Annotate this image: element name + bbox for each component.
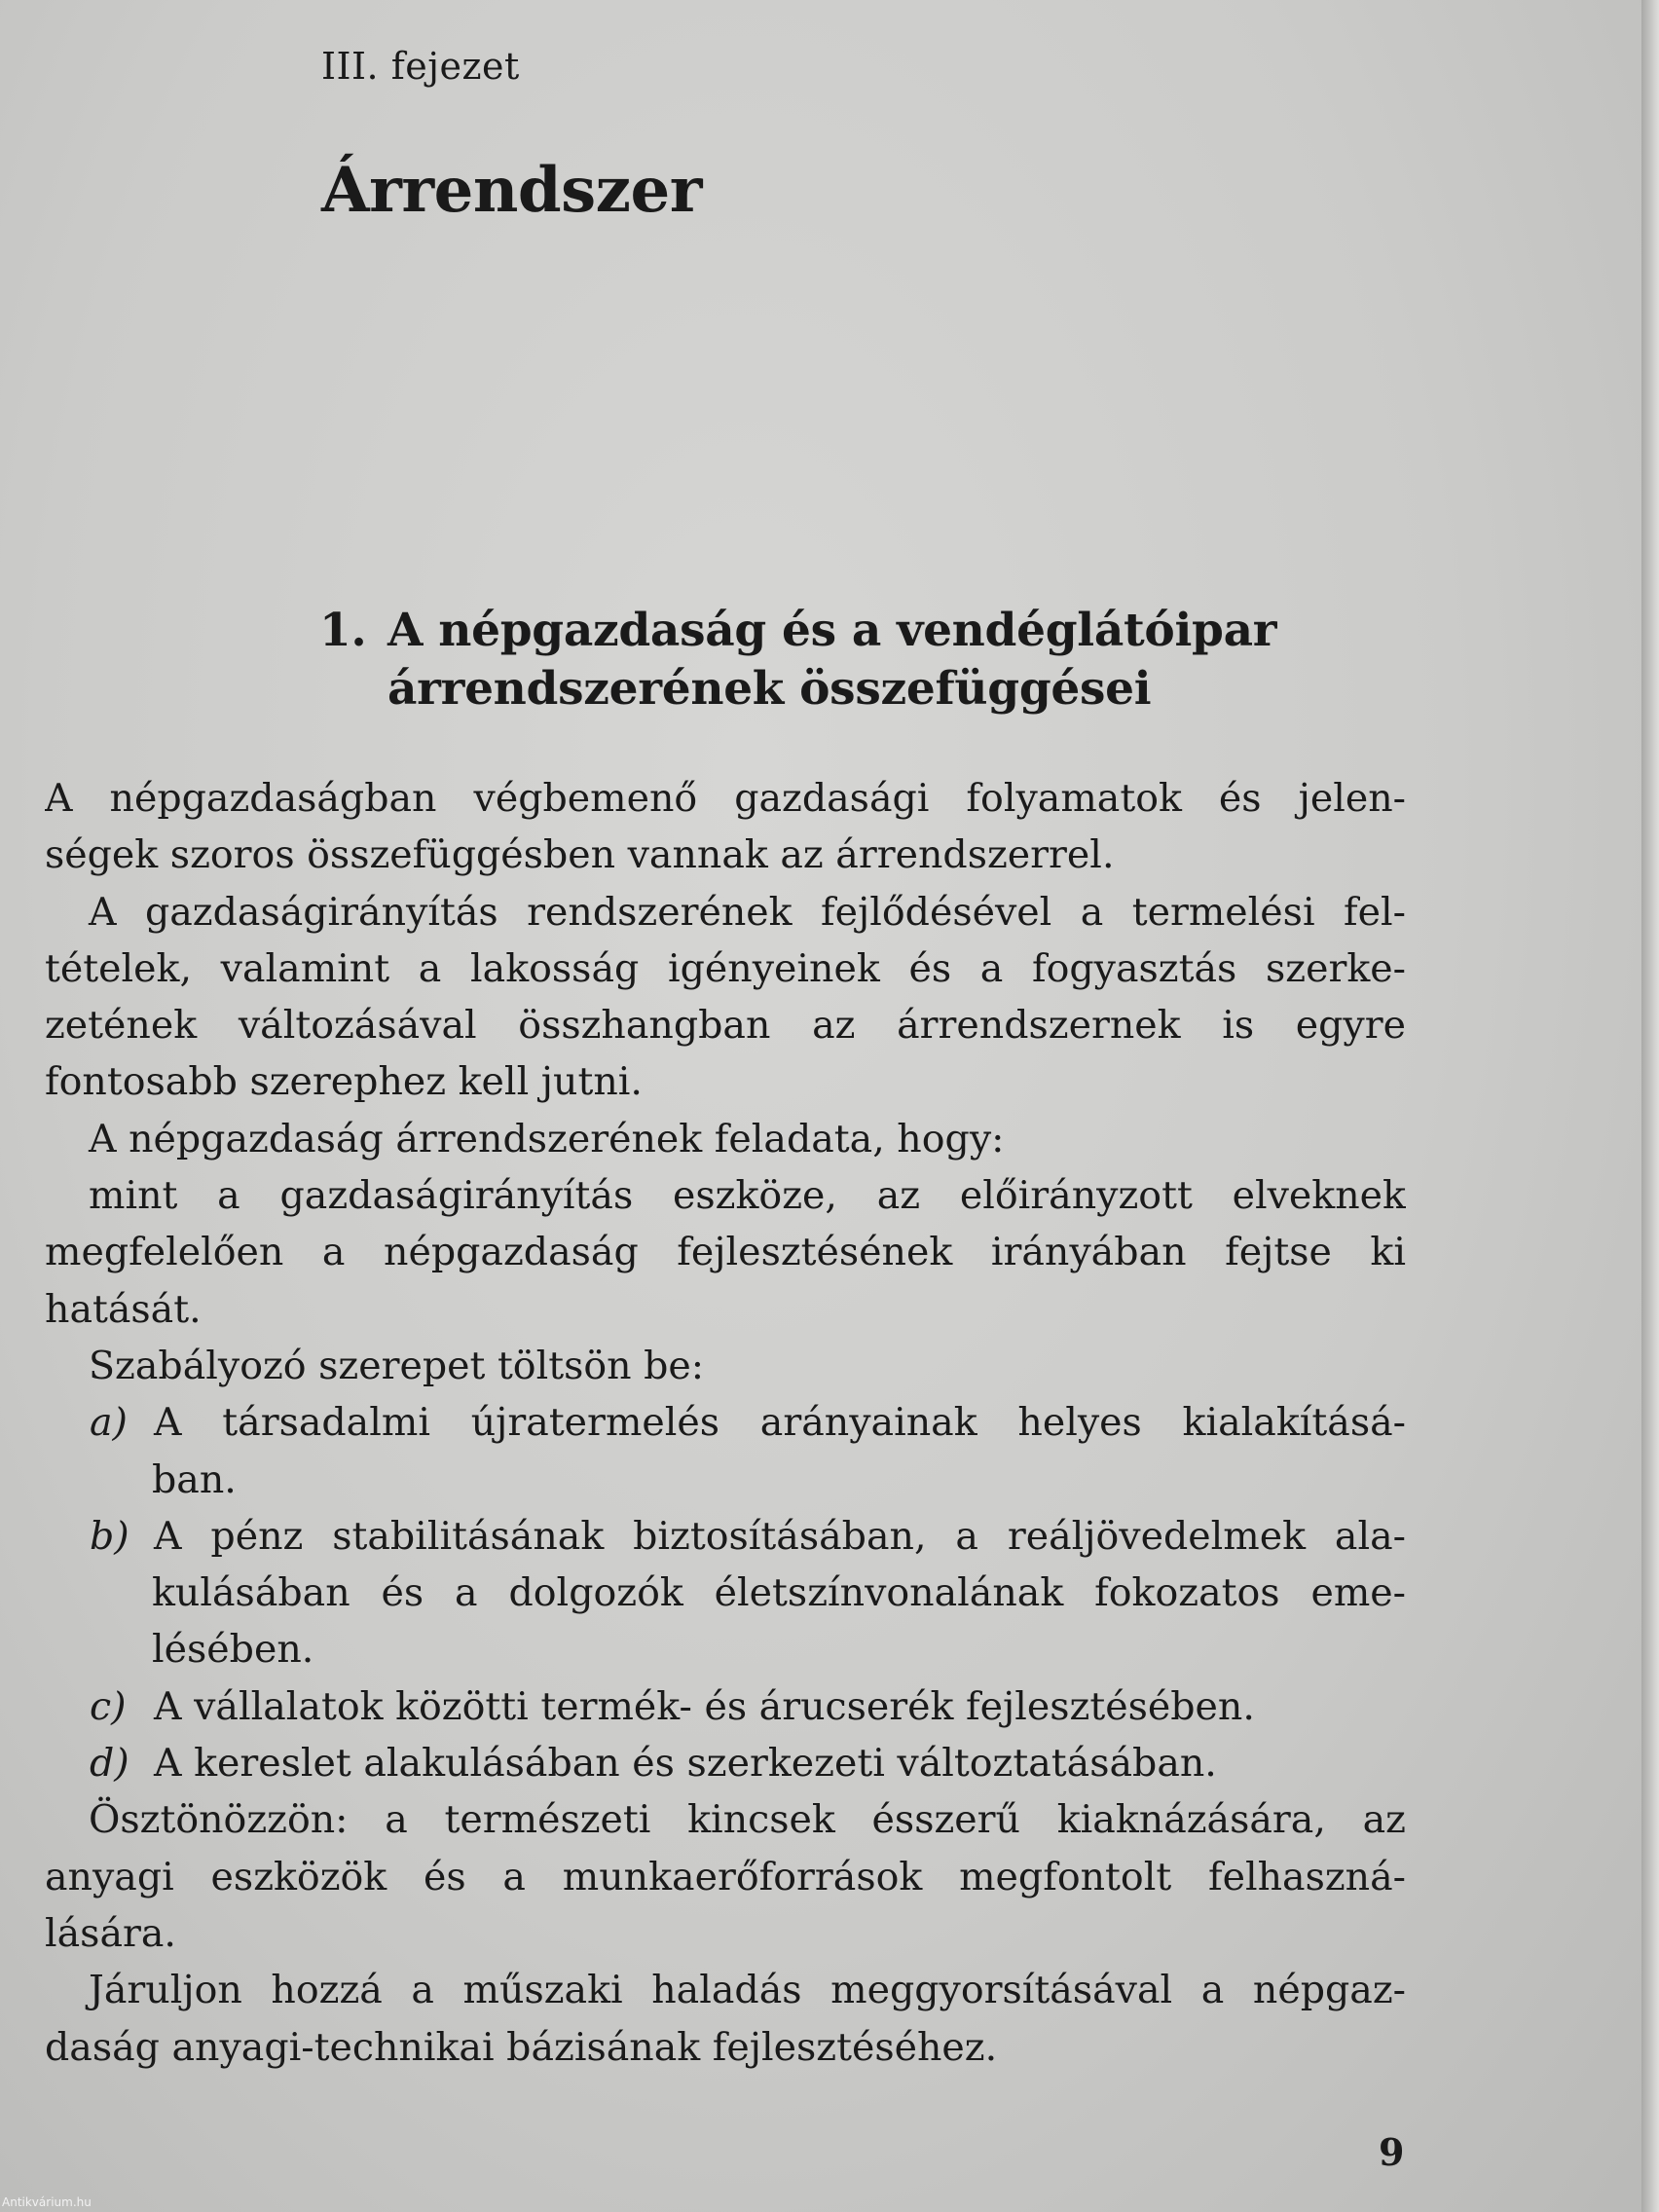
text-line: mint a gazdaságirányítás eszköze, az előirányzott elveknek [89, 1173, 1406, 1219]
chapter-title: Árrendszer [321, 154, 702, 227]
list-item [45, 1508, 1406, 1678]
text-line: fontosabb szerephez kell jutni. [45, 1059, 643, 1105]
list-item [45, 1394, 1406, 1508]
list-item-text: A pénz stabilitásának biztosításában, a reáljövedelmek ala- [154, 1513, 1406, 1559]
list-item [45, 1678, 1406, 1735]
list-item-line [45, 1678, 1406, 1735]
list-item-line [45, 1508, 1406, 1565]
list-item-line: kulásában és a dolgozók életszínvonalának fokozatos eme- [152, 1570, 1406, 1616]
list-item-text: A kereslet alakulásában és szerkezeti változtatásában. [154, 1741, 1217, 1787]
list-marker: c) [90, 1683, 127, 1729]
list-item-text: A társadalmi újratermelés arányainak helyes kialakításá- [154, 1400, 1406, 1446]
list-item [45, 1735, 1406, 1791]
watermark: Antikvárium.hu [2, 2195, 92, 2209]
list-marker: b) [90, 1513, 129, 1559]
text-line: A népgazdaság árrendszerének feladata, hogy: [89, 1116, 1005, 1161]
text-line: A gazdaságirányítás rendszerének fejlődésével a termelési fel- [89, 889, 1406, 935]
body-text [45, 770, 1406, 2076]
list-item-line [45, 1394, 1406, 1451]
text-line: hatását. [45, 1286, 202, 1332]
text-line: A népgazdaságban végbemenő gazdasági folyamatok és jelen- [45, 776, 1406, 821]
chapter-label: III. fejezet [321, 45, 520, 88]
section-number: 1. [319, 604, 367, 657]
text-line: zetének változásával összhangban az árrendszernek is egyre [45, 1003, 1406, 1049]
list-item-line: ban. [152, 1456, 237, 1502]
text-line: lására. [45, 1910, 176, 1956]
list-item-line [45, 1735, 1406, 1791]
section-title-line: árrendszerének összefüggései [387, 662, 1152, 716]
list-marker: a) [90, 1400, 128, 1446]
text-line: tételek, valamint a lakosság igényeinek és a fogyasztás szerke- [45, 945, 1406, 991]
text-line: Szabályozó szerepet töltsön be: [89, 1343, 705, 1388]
text-line: Járuljon hozzá a műszaki haladás meggyorsításával a népgaz- [89, 1968, 1406, 2013]
text-line: megfelelően a népgazdaság fejlesztésének irányában fejtse ki [45, 1230, 1406, 1275]
text-line: ségek szoros összefüggésben vannak az árrendszerrel. [45, 832, 1115, 878]
section-title [387, 602, 1276, 719]
list-item-line: lésében. [152, 1627, 314, 1673]
list-item-text: A vállalatok közötti termék- és árucserék fejlesztésében. [154, 1683, 1255, 1729]
section-title-line: A népgazdaság és a vendéglátóipar [387, 604, 1277, 657]
section-heading [319, 602, 1276, 719]
text-line: daság anyagi-technikai bázisának fejlesztéséhez. [45, 2024, 998, 2070]
list-marker: d) [90, 1741, 129, 1787]
text-line: anyagi eszközök és a munkaerőforrások megfontolt felhaszná- [45, 1854, 1406, 1899]
text-line: Ösztönözzön: a természeti kincsek ésszerű kiaknázására, az [89, 1797, 1406, 1843]
page-number: 9 [1379, 2130, 1405, 2174]
page-edge-shadow [1641, 0, 1659, 2212]
